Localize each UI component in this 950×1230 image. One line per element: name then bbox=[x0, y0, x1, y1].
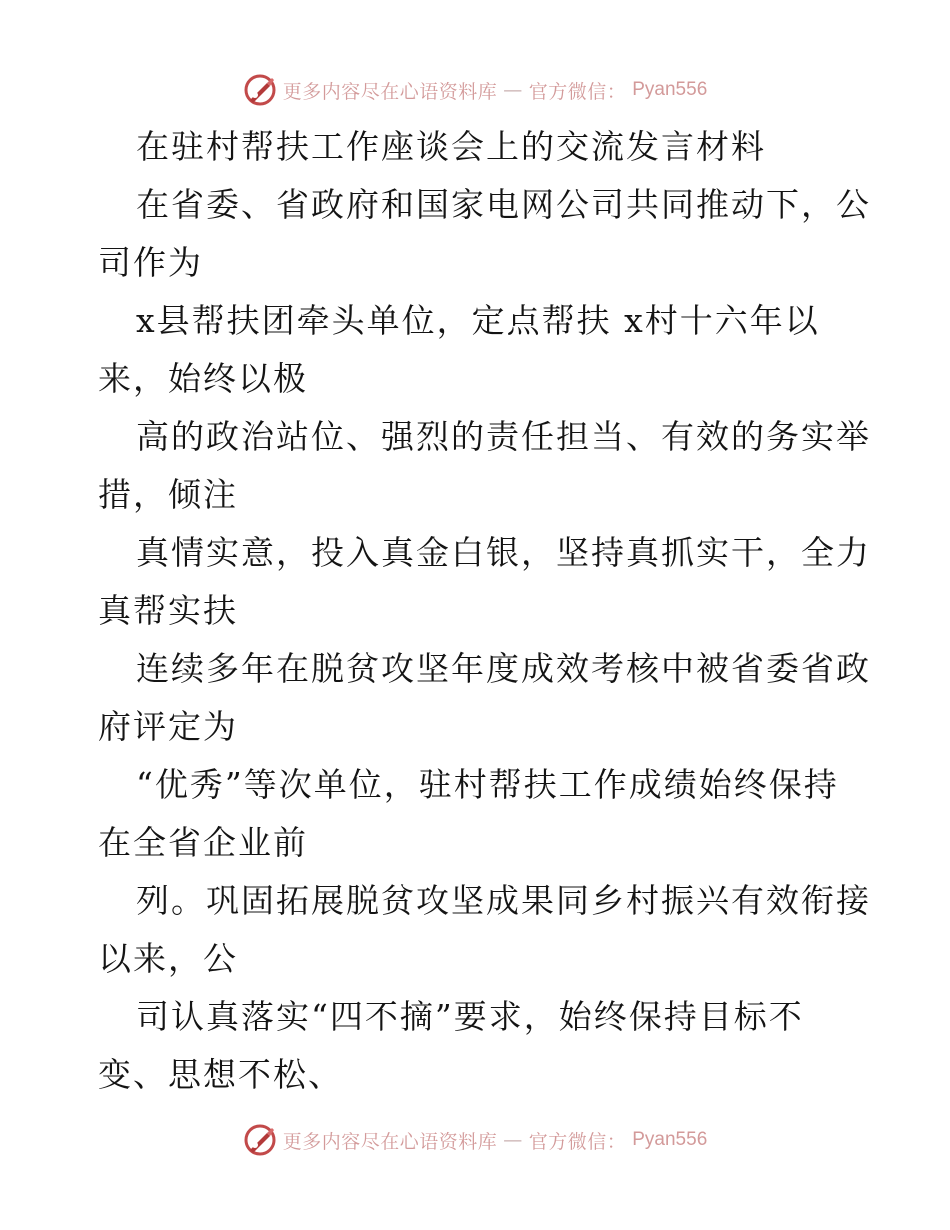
footer-watermark bbox=[0, 1120, 950, 1160]
document-line: x县帮扶团牵头单位，定点帮扶 x村十六年以 bbox=[136, 301, 820, 340]
document-line: 来，始终以极 bbox=[98, 359, 308, 398]
document-line: “优秀”等次单位，驻村帮扶工作成绩始终保持 bbox=[136, 765, 839, 804]
pen-logo-icon bbox=[243, 1123, 277, 1157]
watermark-label: 官方微信： bbox=[528, 80, 627, 103]
document-line: 在全省企业前 bbox=[98, 823, 308, 862]
document-line: 府评定为 bbox=[98, 707, 238, 746]
document-line: 措，倾注 bbox=[98, 475, 238, 514]
document-line: 以来，公 bbox=[98, 939, 238, 978]
document-line: 在驻村帮扶工作座谈会上的交流发言材料 bbox=[136, 127, 766, 166]
document-line: 司认真落实“四不摘”要求，始终保持目标不 bbox=[136, 997, 804, 1036]
document-line: 连续多年在脱贫攻坚年度成效考核中被省委省政 bbox=[136, 649, 871, 688]
watermark-text: 更多内容尽在心语资料库 bbox=[282, 80, 498, 103]
document-line: 列。巩固拓展脱贫攻坚成果同乡村振兴有效衔接 bbox=[136, 881, 871, 920]
document-body bbox=[98, 118, 878, 1104]
watermark-text: 更多内容尽在心语资料库 bbox=[282, 1130, 498, 1153]
document-line: 真情实意，投入真金白银，坚持真抓实干，全力 bbox=[136, 533, 871, 572]
document-line: 变、思想不松、 bbox=[98, 1055, 343, 1094]
pen-logo-icon bbox=[243, 73, 277, 107]
watermark-id: Pyan556 bbox=[632, 1129, 708, 1150]
document-line: 高的政治站位、强烈的责任担当、有效的务实举 bbox=[136, 417, 871, 456]
header-watermark bbox=[0, 70, 950, 110]
watermark-label: 官方微信： bbox=[528, 1130, 627, 1153]
document-line: 真帮实扶 bbox=[98, 591, 238, 630]
document-line: 在省委、省政府和国家电网公司共同推动下，公 bbox=[136, 185, 871, 224]
watermark-separator: — bbox=[503, 79, 523, 101]
document-line: 司作为 bbox=[98, 243, 203, 282]
watermark-separator: — bbox=[503, 1129, 523, 1151]
watermark-id: Pyan556 bbox=[632, 79, 708, 100]
